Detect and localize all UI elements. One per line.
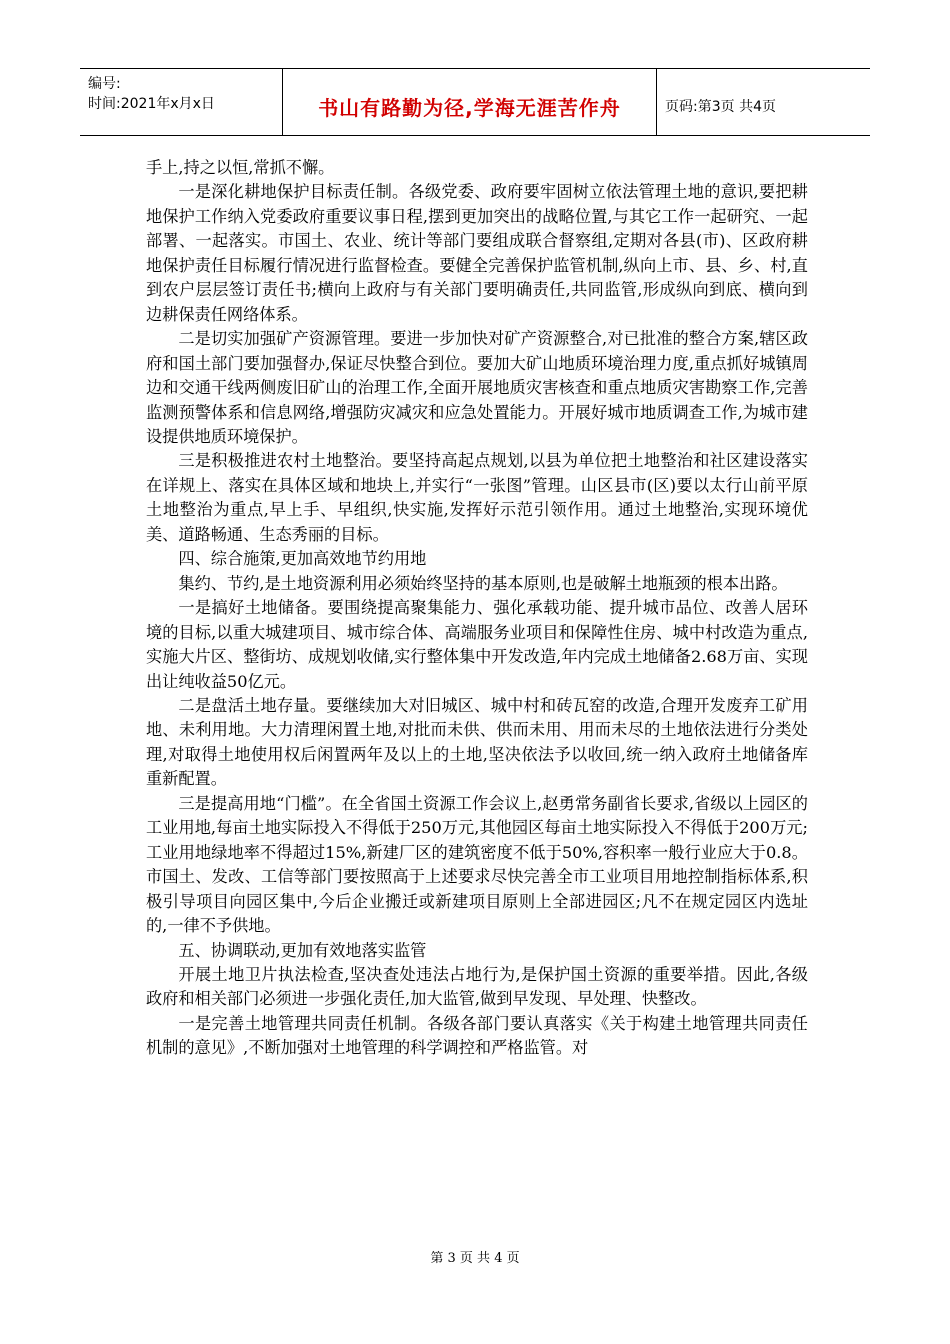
document-number-label: 编号:: [88, 76, 121, 92]
section-heading: 五、协调联动,更加有效地落实监管: [178, 940, 427, 960]
page-header: [80, 68, 870, 136]
header-motto-cell: [283, 69, 657, 135]
body-paragraph: 手上,持之以恒,常抓不懈。: [146, 158, 335, 177]
document-time-label: 时间:2021年x月x日: [88, 96, 215, 112]
page-footer: 第 3 页 共 4 页: [430, 1251, 520, 1266]
header-motto: 书山有路勤为径,学海无涯苦作舟: [318, 95, 621, 120]
body-paragraph: 二是盘活土地存量。要继续加大对旧城区、城中村和砖瓦窑的改造,合理开发废弃工矿用地、未利用地。大力清理闲置土地,对批而未供、供而未用、用而未尽的土地依法进行分类处理,对取得土地使用权后闲置两年及以上的土地,坚决依法予以收回,统一纳入政府土地储备库重新配置。: [146, 695, 808, 789]
section-heading: 四、综合施策,更加高效地节约用地: [178, 549, 427, 569]
body-paragraph: 一是搞好土地储备。要围绕提高聚集能力、强化承载功能、提升城市品位、改善人居环境的目标,以重大城建项目、城市综合体、高端服务业项目和保障性住房、城中村改造为重点,实施大片区、整街坊、成规划收储,实行整体集中开发改造,年内完成土地储备2.68万亩、实现出让纯收益50亿元。: [146, 598, 808, 691]
body-paragraph: 一是完善土地管理共同责任机制。各级各部门要认真落实《关于构建土地管理共同责任机制的意见》,不断加强对土地管理的科学调控和严格监管。对: [146, 1013, 808, 1058]
body-paragraph: 二是切实加强矿产资源管理。要进一步加快对矿产资源整合,对已批准的整合方案,辖区政府和国土部门要加强督办,保证尽快整合到位。要加大矿山地质环境治理力度,重点抓好城镇周边和交通干线两侧废旧矿山的治理工作,全面开展地质灾害核查和重点地质灾害勘察工作,完善监测预警体系和信息网络,增强防灾减灾和应急处置能力。开展好城市地质调查工作,为城市建设提供地质环境保护。: [146, 329, 808, 446]
header-page-info: 页码:第3页 共4页: [665, 99, 776, 115]
body-paragraph: 一是深化耕地保护目标责任制。各级党委、政府要牢固树立依法管理土地的意识,要把耕地保护工作纳入党委政府重要议事日程,摆到更加突出的战略位置,与其它工作一起研究、一起部署、一起落实。市国土、农业、统计等部门要组成联合督察组,定期对各县(市)、区政府耕地保护责任目标履行情况进行监督检查。要健全完善保护监管机制,纵向上市、县、乡、村,直到农户层层签订责任书;横向上政府与有关部门要明确责任,共同监管,形成纵向到底、横向到边耕保责任网络体系。: [146, 182, 808, 324]
body-paragraph: 三是提高用地“门槛”。在全省国土资源工作会议上,赵勇常务副省长要求,省级以上园区的工业用地,每亩土地实际投入不得低于250万元,其他园区每亩土地实际投入不得低于200万元;工业用地绿地率不得超过15%,新建厂区的建筑密度不低于50%,容积率一般行业应大于0.8。市国土、发改、工信等部门要按照高于上述要求尽快完善全市工业项目用地控制指标体系,积极引导项目向园区集中,今后企业搬迁或新建项目原则上全部进园区;凡不在规定园区内选址的,一律不予供地。: [146, 793, 808, 936]
body-paragraph: 开展土地卫片执法检查,坚决查处违法占地行为,是保护国土资源的重要举措。因此,各级政府和相关部门必须进一步强化责任,加大监管,做到早发现、早处理、快整改。: [146, 964, 808, 1009]
document-body: [146, 156, 808, 1061]
body-paragraph: 集约、节约,是土地资源利用必须始终坚持的基本原则,也是破解土地瓶颈的根本出路。: [178, 573, 788, 593]
header-meta: [80, 69, 283, 135]
body-paragraph: 三是积极推进农村土地整治。要坚持高起点规划,以县为单位把土地整治和社区建设落实在详规上、落实在具体区域和地块上,并实行“一张图”管理。山区县市(区)要以太行山前平原土地整治为重点,早上手、早组织,快实施,发挥好示范引领作用。通过土地整治,实现环境优美、道路畅通、生态秀丽的目标。: [146, 451, 808, 544]
